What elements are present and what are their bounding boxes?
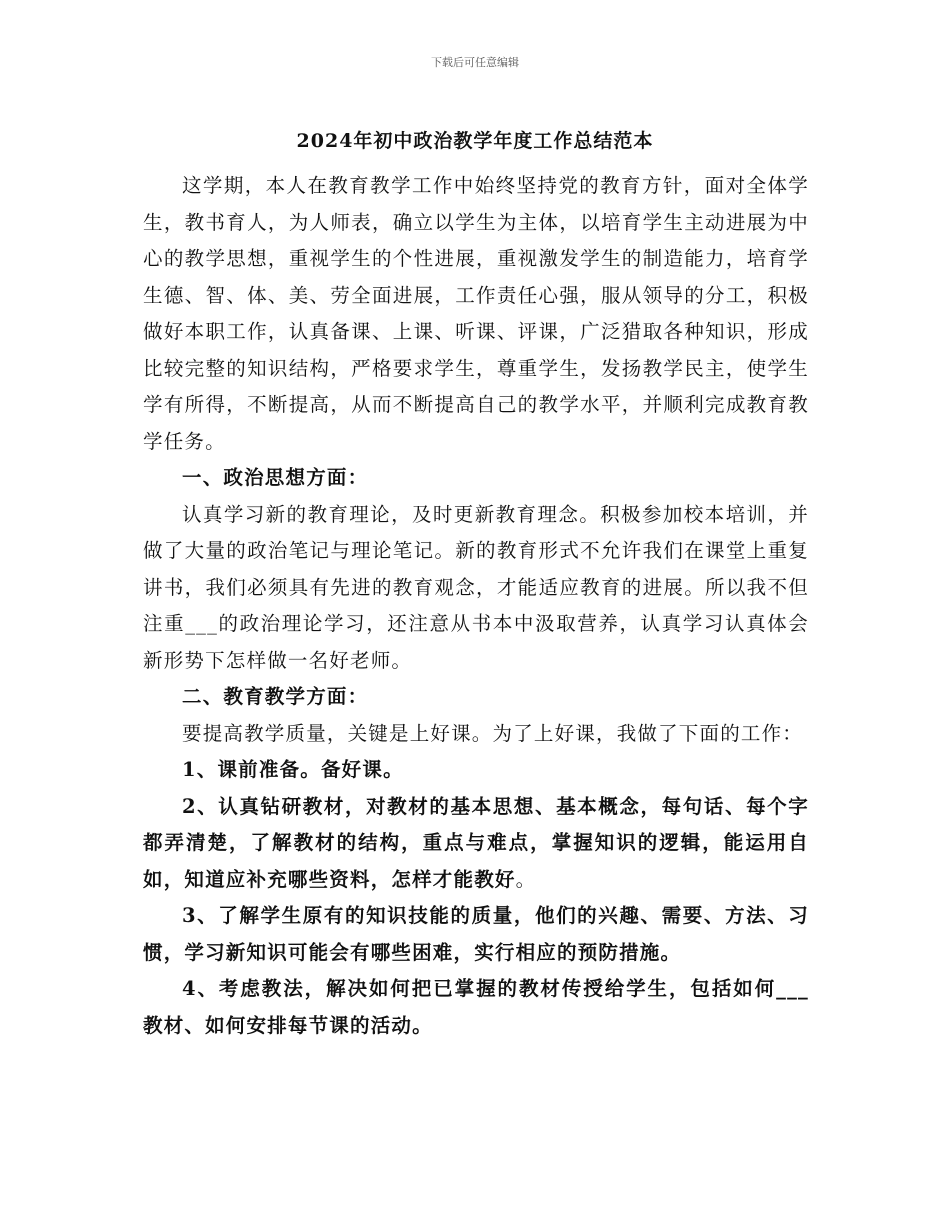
list-item-2-end: 。 [515,867,537,891]
list-item-3: 3、了解学生原有的知识技能的质量，他们的兴趣、需要、方法、习惯，学习新知识可能会有哪些困难，实行相应的预防措施。 [143,904,809,964]
teaching-intro-paragraph: 要提高教学质量，关键是上好课。为了上好课，我做了下面的工作： [182,721,804,745]
list-item-4: 4、考虑教法，解决如何把已掌握的教材传授给学生，包括如何___教材、如何安排每节课的活动。 [143,977,809,1037]
header-note: 下载后可任意编辑 [431,56,519,69]
list-item-2-text: 2、认真钻研教材，对教材的基本思想、基本概念，每句话、每个字都弄清楚，了解教材的结构，重点与难点，掌握知识的逻辑，能运用自如，知道应补充哪些资料，怎样才能教好 [143,794,809,891]
section-heading-political: 一、政治思想方面： [182,466,369,489]
list-item-2 [143,789,809,899]
section-heading-teaching: 二、教育教学方面： [182,685,369,708]
document-body [143,168,809,1044]
document-title: 2024年初中政治教学年度工作总结范本 [296,130,654,152]
political-paragraph: 认真学习新的教育理论，及时更新教育理念。积极参加校本培训，并做了大量的政治笔记与理论笔记。新的教育形式不允许我们在课堂上重复讲书，我们必须具有先进的教育观念，才能适应教育的进展。所以我不但注重___的政治理论学习，还注意从书本中汲取营养，认真学习认真体会新形势下怎样做一名好老师。 [143,502,809,672]
intro-paragraph: 这学期，本人在教育教学工作中始终坚持党的教育方针，面对全体学生，教书育人，为人师表，确立以学生为主体，以培育学生主动进展为中心的教学思想，重视学生的个性进展，重视激发学生的制造能力，培育学生德、智、体、美、劳全面进展，工作责任心强，服从领导的分工，积极做好本职工作，认真备课、上课、听课、评课，广泛猎取各种知识，形成比较完整的知识结构，严格要求学生，尊重学生，发扬教学民主，使学生学有所得，不断提高，从而不断提高自己的教学水平，并顺利完成教育教学任务。 [143,174,809,453]
list-item-1: 1、课前准备。备好课。 [182,758,404,781]
